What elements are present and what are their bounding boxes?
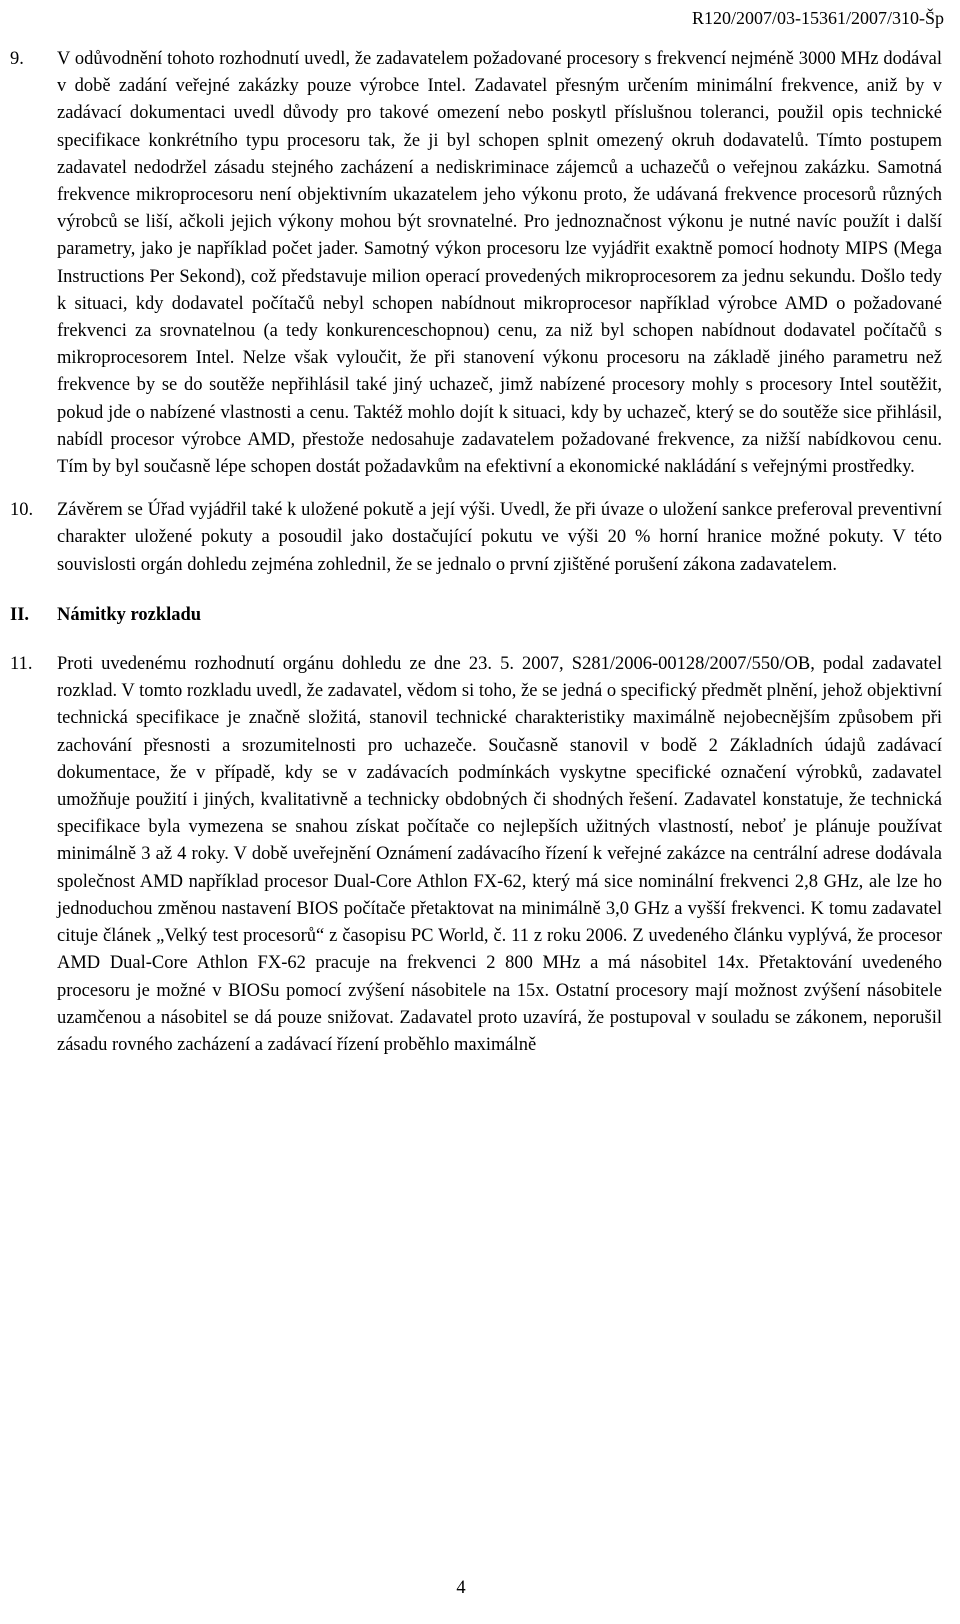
paragraph-text: Proti uvedenému rozhodnutí orgánu dohledu ze dne 23. 5. 2007, S281/2006-00128/2007/550/OB, podal zadavatel rozklad. V tomto rozkladu uvedl, že zadavatel, vědom si toho, že se jedná o specifický předmět plnění, jehož objektivní technická specifikace je značně složitá, stanovil technické charakteristiky maximálně nejobecnějším způsobem při zachování přesnosti a srozumitelnosti pro uchazeče. Současně stanovil v bodě 2 Základních údajů zadávací dokumentace, že v případě, kdy se v zadávacích podmínkách vyskytne specifické označení výrobků, zadavatel umožňuje použití i jiných, kvalitativně a technicky obdobných či shodných řešení. Zadavatel konstatuje, že technická specifikace byla vymezena se snahou získat počítače co nejlepších užitných vlastností, neboť je plánuje používat minimálně 3 až 4 roky. V době uveřejnění Oznámení zadávacího řízení k veřejné zakázce na centrální adrese dodávala společnost AMD například procesor Dual-Core Athlon FX-62, který má sice nominální frekvenci 2,8 GHz, ale lze ho jednoduchou změnou nastavení BIOS počítače přetaktovat na minimálně 3,0 GHz a vyšší frekvenci. K tomu zadavatel cituje článek „Velký test procesorů“ z časopisu PC World, č. 11 z roku 2006. Z uvedeného článku vyplývá, že procesor AMD Dual-Core Athlon FX-62 pracuje na frekvenci 2 800 MHz a má násobitel 14x. Přetaktování uvedeného procesoru je možné v BIOSu pomocí zvýšení násobitele na 15x. Ostatní procesory mají možnost zvýšení násobitele uzamčenou a násobitel se dá pouze snižovat. Zadavatel proto uzavírá, že postupoval v souladu se zákonem, neporušil zásadu rovného zacházení a zadávací řízení proběhlo maximálně [57, 654, 942, 1055]
paragraph-9 [10, 46, 942, 481]
section-title: Námitky rozkladu [57, 604, 202, 625]
paragraph-10 [10, 497, 942, 579]
section-number: II. [10, 604, 30, 625]
paragraph-number: 11. [10, 654, 33, 675]
page-number: 4 [456, 1578, 466, 1598]
paragraph-text: V odůvodnění tohoto rozhodnutí uvedl, že zadavatelem požadované procesory s frekvencí nejméně 3000 MHz dodával v době zadání veřejné zakázky pouze výrobce Intel. Zadavatel přesným určením minimální frekvence, aniž by v zadávací dokumentaci uvedl důvody pro takové omezení nebo poskytl příslušnou toleranci, použil opis technické specifikace konkrétního typu procesoru tak, že ji byl schopen splnit omezený okruh dodavatelů. Tímto postupem zadavatel nedodržel zásadu stejného zacházení a nediskriminace zájemců a uchazečů o veřejnou zakázku. Samotná frekvence mikroprocesoru není objektivním ukazatelem jeho výkonu proto, že udávaná frekvence procesorů různých výrobců se liší, ačkoli jejich výkony mohou být srovnatelné. Pro jednoznačnost výkonu je nutné navíc použít i další parametry, jako je například počet jader. Samotný výkon procesoru lze vyjádřit exaktně pomocí hodnoty MIPS (Mega Instructions Per Sekond), což představuje milion operací provedených mikroprocesorem za jednu sekundu. Došlo tedy k situaci, kdy dodavatel počítačů nebyl schopen nabídnout mikroprocesor například výrobce AMD o požadované frekvenci za srovnatelnou (a tedy konkurenceschopnou) cenu, za niž byl schopen nabídnout dodavatel počítačů s mikroprocesorem Intel. Nelze však vyloučit, že při stanovení výkonu procesoru na základě jiného parametru než frekvence by se do soutěže nepřihlásil také jiný uchazeč, jimž nabízené procesory mohly s procesory Intel soutěžit, pokud jde o nabízené vlastnosti a cenu. Taktéž mohlo dojít k situaci, kdy by uchazeč, který se do soutěže sice přihlásil, nabídl procesor výrobce AMD, přestože nedosahuje zadavatelem požadované frekvence, za nižší nabídkovou cenu. Tím by byl současně lépe schopen dostát požadavkům na efektivní a ekonomické nakládání s veřejnými prostředky. [57, 49, 942, 478]
paragraph-number: 10. [10, 500, 34, 521]
paragraph-number: 9. [10, 49, 24, 69]
section-heading [10, 602, 942, 629]
paragraph-11 [10, 651, 942, 1059]
document-body [10, 46, 942, 1059]
paragraph-text: Závěrem se Úřad vyjádřil také k uložené pokutě a její výši. Uvedl, že při úvaze o uložení sankce preferoval preventivní charakter uložené pokuty a posoudil jako dostačující pokutu ve výši 20 % horní hranice možné pokuty. V této souvislosti orgán dohledu zejména zohlednil, že se jednalo o první zjištěné porušení zákona zadavatelem. [57, 500, 942, 575]
document-reference: R120/2007/03-15361/2007/310-Šp [691, 8, 944, 28]
